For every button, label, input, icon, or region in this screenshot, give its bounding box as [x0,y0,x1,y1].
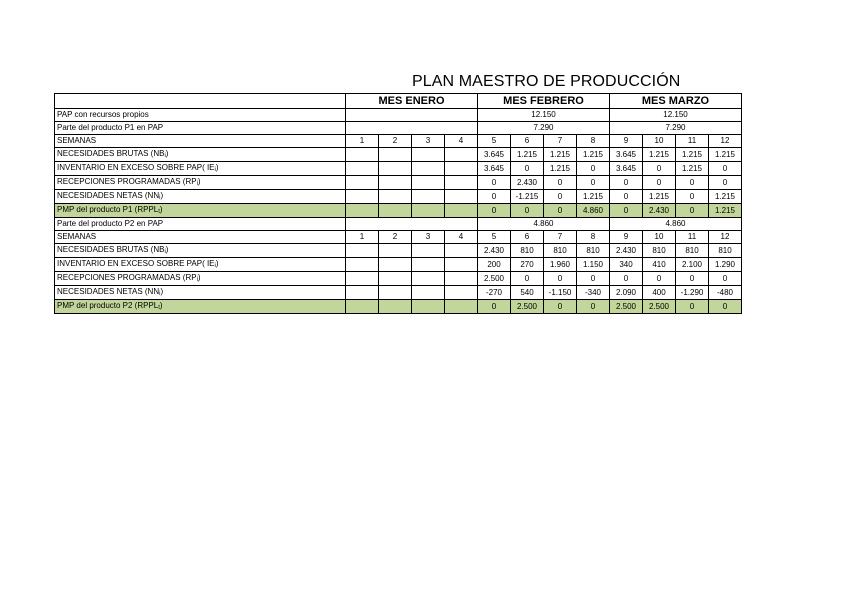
value-cell: 0 [544,204,577,218]
header-blank [55,94,346,109]
month-value-cell: 4.860 [478,218,610,231]
row-label [55,244,346,258]
row-label-close: ) [165,245,169,254]
table-row [55,286,742,300]
value-cell: 4 [445,231,478,244]
value-cell: 2 [379,135,412,148]
value-cell: 1.215 [643,148,676,162]
value-cell [346,176,379,190]
row-label [55,122,346,135]
row-label-subscript: i [196,181,198,187]
value-cell [346,272,379,286]
value-cell: -1.215 [511,190,544,204]
value-cell [379,204,412,218]
value-cell [445,300,478,314]
value-cell: 2.500 [511,300,544,314]
value-cell: 4.860 [577,204,610,218]
table-row [55,162,742,176]
row-label [55,190,346,204]
value-cell: 0 [544,190,577,204]
value-cell: 2.430 [478,244,511,258]
row-label [55,109,346,122]
value-cell: 11 [676,231,709,244]
value-cell [346,258,379,272]
value-cell: 4 [445,135,478,148]
value-cell [412,190,445,204]
table-row [55,204,742,218]
value-cell: 2.500 [610,300,643,314]
row-label [55,176,346,190]
value-cell: -1.150 [544,286,577,300]
table-row [55,148,742,162]
value-cell [445,286,478,300]
row-label-text: Parte del producto P1 en PAP [57,123,164,132]
row-label [55,258,346,272]
value-cell [346,244,379,258]
row-label-text: SEMANAS [57,136,97,145]
month-value-cell: 7.290 [610,122,742,135]
value-cell: 1.215 [577,190,610,204]
value-cell: 810 [544,244,577,258]
value-cell: 3 [412,135,445,148]
value-cell: 400 [643,286,676,300]
value-cell: 9 [610,135,643,148]
value-cell: 3.645 [478,148,511,162]
value-cell: 810 [643,244,676,258]
month-value-cell [346,218,478,231]
value-cell [412,272,445,286]
month-header: MES MARZO [610,94,742,109]
row-label [55,231,346,244]
value-cell [379,286,412,300]
value-cell: 3.645 [478,162,511,176]
row-label-subscript: i [196,277,198,283]
value-cell [445,244,478,258]
value-cell: 0 [577,272,610,286]
row-label-close: ) [215,163,219,172]
row-label-text: RECEPCIONES PROGRAMADAS (RP [57,273,197,282]
row-label-close: ) [159,301,163,310]
table-row [55,190,742,204]
month-header: MES FEBRERO [478,94,610,109]
value-cell [379,244,412,258]
value-cell: 1.215 [643,190,676,204]
table-row [55,176,742,190]
value-cell: 0 [643,272,676,286]
value-cell: 10 [643,231,676,244]
value-cell: 2.500 [643,300,676,314]
table-row [55,231,742,244]
row-label-subscript: t [158,209,160,215]
value-cell: 2.430 [610,244,643,258]
value-cell [445,258,478,272]
value-cell [445,204,478,218]
row-label-subscript: i [159,291,161,297]
row-label-text: RECEPCIONES PROGRAMADAS (RP [57,177,197,186]
value-cell: 0 [511,162,544,176]
row-label [55,218,346,231]
month-value-cell [346,122,478,135]
value-cell: 200 [478,258,511,272]
value-cell: 0 [610,272,643,286]
value-cell [445,190,478,204]
value-cell: 8 [577,231,610,244]
row-label-close: ) [159,205,163,214]
value-cell: 0 [709,162,742,176]
table-row [55,258,742,272]
table-row [55,272,742,286]
value-cell [379,300,412,314]
value-cell: 11 [676,135,709,148]
row-label-text: NECESIDADES NETAS (NN [57,287,160,296]
row-label-text: INVENTARIO EN EXCESO SOBRE PAP( IE [57,259,215,268]
value-cell: 540 [511,286,544,300]
value-cell: 810 [511,244,544,258]
value-cell [412,176,445,190]
value-cell: 0 [577,162,610,176]
value-cell: 2.430 [511,176,544,190]
value-cell [379,176,412,190]
value-cell: 1 [346,135,379,148]
value-cell: 1 [346,231,379,244]
value-cell: 0 [610,190,643,204]
row-label [55,135,346,148]
value-cell [346,300,379,314]
value-cell: 3 [412,231,445,244]
value-cell: 3.645 [610,162,643,176]
value-cell [379,190,412,204]
month-value-cell: 12.150 [610,109,742,122]
value-cell: 0 [676,190,709,204]
row-label [55,300,346,314]
value-cell [412,204,445,218]
row-label-text: INVENTARIO EN EXCESO SOBRE PAP( IE [57,163,215,172]
row-label [55,204,346,218]
row-label-close: ) [215,259,219,268]
value-cell [346,204,379,218]
value-cell: 10 [643,135,676,148]
value-cell: 1.215 [676,162,709,176]
value-cell: 6 [511,231,544,244]
month-value-cell: 4.860 [610,218,742,231]
row-label-text: SEMANAS [57,232,97,241]
value-cell: 2.100 [676,258,709,272]
table-row [55,218,742,231]
value-cell: 0 [478,204,511,218]
value-cell: 5 [478,231,511,244]
value-cell: 0 [709,176,742,190]
value-cell [445,176,478,190]
value-cell: 0 [511,204,544,218]
value-cell: 1.215 [577,148,610,162]
row-label-subscript: t [158,305,160,311]
table-row [55,244,742,258]
value-cell [445,148,478,162]
value-cell: 2.090 [610,286,643,300]
value-cell [445,162,478,176]
value-cell: 6 [511,135,544,148]
value-cell [412,244,445,258]
value-cell: -1.290 [676,286,709,300]
value-cell: 0 [577,300,610,314]
value-cell: 7 [544,231,577,244]
row-label-text: NECESIDADES NETAS (NN [57,191,160,200]
value-cell: 270 [511,258,544,272]
value-cell: 0 [478,176,511,190]
row-label-text: PMP del producto P1 (RPPL [57,205,159,214]
value-cell: 1.215 [709,204,742,218]
value-cell: 1.215 [544,162,577,176]
row-label-subscript: i [164,153,166,159]
value-cell: 5 [478,135,511,148]
table-row [55,122,742,135]
value-cell: 0 [610,176,643,190]
value-cell [346,148,379,162]
value-cell: 3.645 [610,148,643,162]
value-cell: 0 [709,300,742,314]
value-cell: 7 [544,135,577,148]
row-label-subscript: i [214,263,216,269]
value-cell: 0 [511,272,544,286]
value-cell: 810 [676,244,709,258]
value-cell: 1.215 [511,148,544,162]
production-plan-table [54,93,742,314]
row-label-text: Parte del producto P2 en PAP [57,219,164,228]
row-label-close: ) [197,177,201,186]
value-cell [379,272,412,286]
value-cell: -480 [709,286,742,300]
value-cell [445,272,478,286]
row-label-text: NECESIDADES BRUTAS (NB [57,149,165,158]
row-label-subscript: i [214,167,216,173]
value-cell: 12 [709,231,742,244]
value-cell: 2.430 [643,204,676,218]
value-cell: 0 [676,204,709,218]
row-label [55,162,346,176]
value-cell [379,258,412,272]
row-label-text: PMP del producto P2 (RPPL [57,301,159,310]
month-header: MES ENERO [346,94,478,109]
value-cell [412,162,445,176]
value-cell: 0 [478,300,511,314]
table-row [55,135,742,148]
value-cell [412,286,445,300]
value-cell: 0 [676,272,709,286]
row-label-subscript: i [159,195,161,201]
value-cell: -270 [478,286,511,300]
value-cell: 340 [610,258,643,272]
value-cell: 1.215 [709,190,742,204]
value-cell: 810 [709,244,742,258]
value-cell: 0 [643,162,676,176]
value-cell: 0 [709,272,742,286]
value-cell [379,162,412,176]
row-label-text: PAP con recursos propios [57,110,149,119]
value-cell [412,300,445,314]
value-cell: 0 [478,190,511,204]
value-cell: 0 [544,176,577,190]
value-cell [412,148,445,162]
value-cell: 0 [577,176,610,190]
month-value-cell [346,109,478,122]
value-cell: 8 [577,135,610,148]
value-cell: 1.960 [544,258,577,272]
value-cell: 2.500 [478,272,511,286]
value-cell: 810 [577,244,610,258]
value-cell: 1.290 [709,258,742,272]
row-label [55,148,346,162]
month-value-cell: 12.150 [478,109,610,122]
page-title: PLAN MAESTRO DE PRODUCCIÓN [412,73,681,90]
table-row [55,300,742,314]
table-row [55,94,742,109]
table-row [55,109,742,122]
value-cell: 0 [676,300,709,314]
value-cell: 1.215 [709,148,742,162]
value-cell: -340 [577,286,610,300]
row-label [55,272,346,286]
month-value-cell: 7.290 [478,122,610,135]
value-cell [379,148,412,162]
row-label-close: ) [160,287,164,296]
value-cell: 0 [544,272,577,286]
value-cell: 1.215 [676,148,709,162]
row-label [55,286,346,300]
value-cell: 0 [544,300,577,314]
value-cell: 9 [610,231,643,244]
value-cell [346,162,379,176]
row-label-close: ) [160,191,164,200]
row-label-text: NECESIDADES BRUTAS (NB [57,245,165,254]
row-label-subscript: i [164,249,166,255]
value-cell [412,258,445,272]
value-cell: 0 [643,176,676,190]
value-cell: 12 [709,135,742,148]
row-label-close: ) [165,149,169,158]
value-cell: 1.215 [544,148,577,162]
value-cell [346,286,379,300]
row-label-close: ) [197,273,201,282]
value-cell: 0 [610,204,643,218]
value-cell: 0 [676,176,709,190]
value-cell [346,190,379,204]
value-cell: 410 [643,258,676,272]
value-cell: 1.150 [577,258,610,272]
value-cell: 2 [379,231,412,244]
